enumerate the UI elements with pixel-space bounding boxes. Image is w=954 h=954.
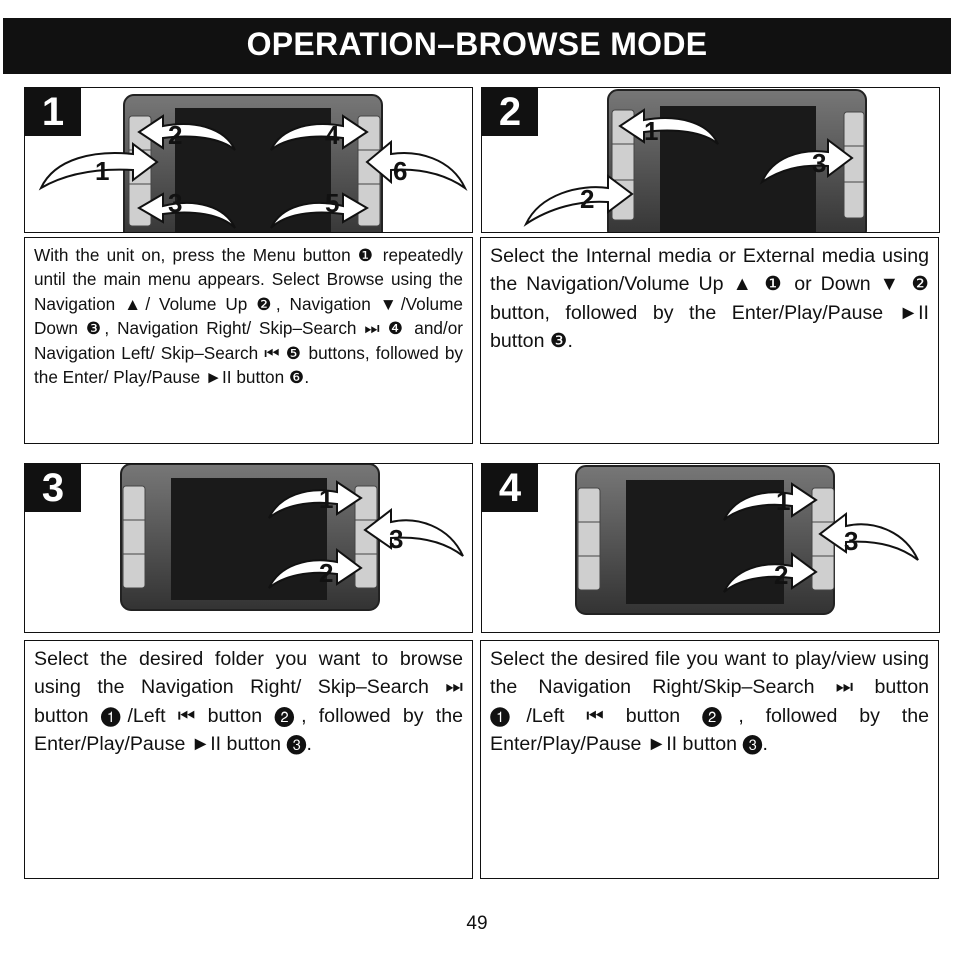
callout-label: 1	[644, 116, 659, 146]
callout-label: 2	[319, 558, 334, 588]
step-4-device-image	[482, 464, 939, 632]
callout-label: 1	[95, 156, 110, 186]
callout-label: 5	[325, 188, 340, 218]
step-4-instructions	[480, 640, 939, 879]
step-number: 4	[482, 464, 538, 512]
step-2-device-image	[482, 88, 939, 232]
callout-label: 3	[844, 526, 859, 556]
step-number: 3	[25, 464, 81, 512]
step-3-device-image	[25, 464, 472, 632]
step-2-text: Select the Internal media or External media using the Navigation/Volume Up ▲ ❶ or Down ▼ ❷ button, followed by the Enter/Play/Pause ►II button ❸.	[490, 245, 929, 353]
step-2-illustration	[481, 87, 940, 233]
step-3-instructions	[24, 640, 473, 879]
callout-label: 3	[812, 148, 827, 178]
step-number: 2	[482, 88, 538, 136]
step-4-text: Select the desired file you want to play/view using the Navigation Right/Skip–Search ⏭ button ❶/Left ⏮ button ❷, followed by the Enter/Play/Pause ►II button ❸.	[490, 648, 929, 756]
callout-label: 4	[325, 120, 340, 150]
callout-label: 2	[168, 120, 183, 150]
step-number: 1	[25, 88, 81, 136]
step-4-illustration	[481, 463, 940, 633]
callout-label: 6	[393, 156, 408, 186]
page-number: 49	[466, 913, 488, 934]
callout-label: 1	[319, 484, 334, 514]
step-2-instructions	[480, 237, 939, 444]
callout-label: 2	[774, 560, 789, 590]
step-1-illustration	[24, 87, 473, 233]
callout-label: 3	[389, 524, 404, 554]
step-3-illustration	[24, 463, 473, 633]
step-1-device-image	[25, 88, 472, 232]
step-1-instructions	[24, 237, 473, 444]
page-title: OPERATION–BROWSE MODE	[3, 18, 951, 74]
callout-label: 1	[776, 486, 791, 516]
callout-label: 2	[580, 184, 595, 214]
callout-label: 3	[168, 188, 183, 218]
step-3-text: Select the desired folder you want to browse using the Navigation Right/ Skip–Search ⏭ button ❶/Left ⏮ button ❷, followed by the Enter/Play/Pause ►II button ❸.	[34, 648, 463, 756]
step-1-text: With the unit on, press the Menu button ❶ repeatedly until the main menu appears. Select Browse using the Navigation ▲/ Volume Up ❷, Navigation ▼/Volume Down ❸, Navigation Right/ Skip–Search ⏭ ❹ and/or Navigation Left/ Skip–Search ⏮ ❺ buttons, followed by the Enter/ Play/Pause ►II button ❻.	[34, 245, 463, 388]
